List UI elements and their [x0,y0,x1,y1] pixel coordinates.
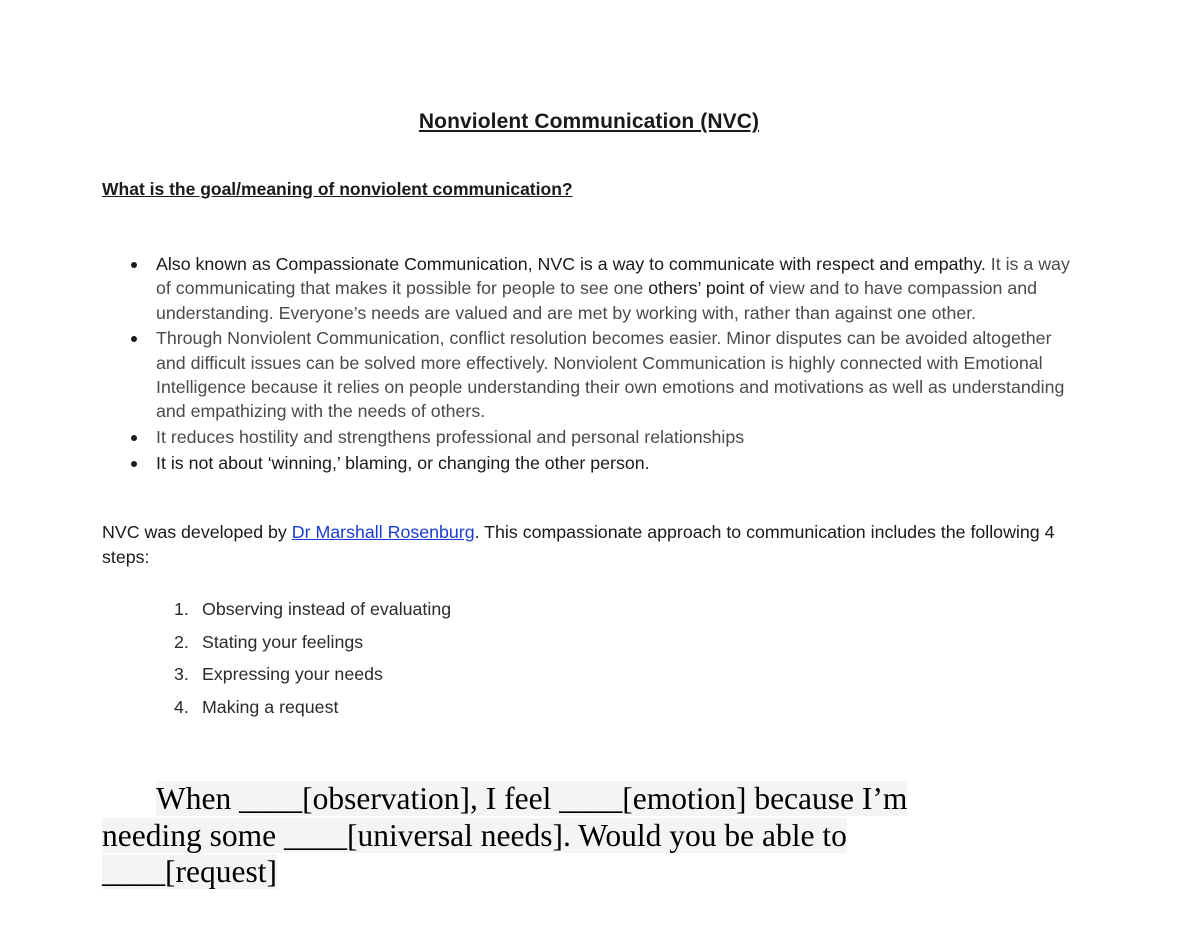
step-item [174,695,451,728]
bullet-text: It reduces hostility and strengthens professional and personal relationships [156,427,745,448]
step-text: Stating your feelings [202,631,364,652]
bullet-item-1 [102,252,1082,325]
bullet-item-2 [102,326,1082,423]
bullet-item-3 [102,425,1082,449]
bullet-text: It is not about ‘winning,’ blaming, or changing the other person. [156,452,650,473]
template-line: When ____[observation], I feel ____[emotion] because I’m [156,781,908,816]
bullet-text: view and to have compassion and understanding. Everyone’s needs are valued and are met by working with, rather than against one other. [156,278,1038,323]
step-text: Expressing your needs [202,664,383,684]
step-number: 1. [174,599,189,619]
page-title: Nonviolent Communication (NVC) [418,110,760,133]
bullet-text: Through Nonviolent Communication, conflict resolution becomes easier. Minor disputes can be avoided altogether and difficult issues can be solved more effectively. Nonviolent Communication is highly connected with Emotional Intelligence because it relies on people understanding their own emotions and motivations as well as understanding and empathizing with the needs of others. [156,328,1065,422]
template-line: needing some ____[universal needs]. Would you be able to [102,817,847,853]
step-item [174,597,451,630]
step-item [174,630,451,663]
step-text: Making a request [202,696,339,717]
bullet-text: others’ point of [648,278,765,299]
step-number: 4. [174,696,189,717]
bullet-dot-icon [131,435,137,441]
bullet-dot-icon [131,262,137,268]
intro-text: . This compassionate approach to communication includes the following 4 steps: [102,522,1055,567]
intro-paragraph [102,520,1062,570]
bullet-item-4 [102,451,1082,475]
nvc-template-sentence [102,781,1102,891]
bullet-text: Also known as Compassionate Communication, NVC is a way to communicate with respect and empathy. [156,254,986,274]
bullet-dot-icon [131,461,137,467]
step-text: Observing instead of evaluating [202,599,452,619]
bullet-dot-icon [131,336,137,342]
step-number: 2. [174,631,189,652]
bullet-list [102,252,1082,477]
step-number: 3. [174,664,189,684]
steps-list [174,597,451,727]
step-item [174,662,451,695]
bullet-text: It is a way of communicating that makes it possible for people to see one [156,254,1070,299]
template-line: ____[request] [102,854,277,889]
intro-text: NVC was developed by [102,522,292,542]
section-question: What is the goal/meaning of nonviolent communication? [102,179,573,199]
rosenburg-link[interactable]: Dr Marshall Rosenburg [291,522,475,542]
